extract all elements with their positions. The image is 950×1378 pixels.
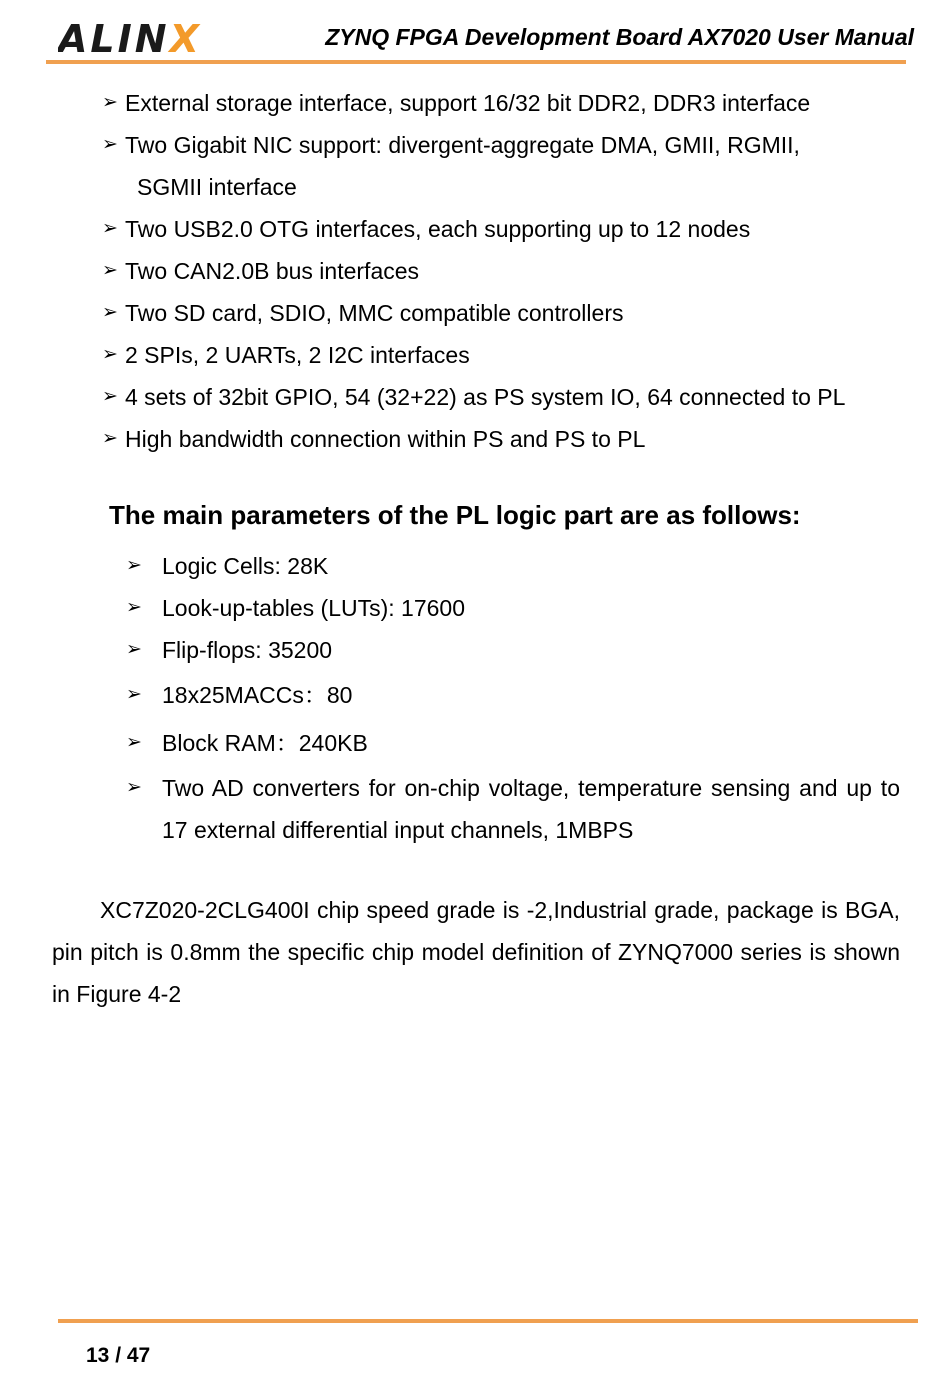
list-item	[126, 545, 900, 587]
arrow-bullet-icon: ➢	[102, 428, 118, 449]
svg-text:ALINX	[58, 17, 202, 60]
ps-feature-list	[102, 82, 900, 460]
arrow-bullet-icon: ➢	[102, 92, 118, 113]
list-item	[102, 250, 900, 292]
footer-divider	[58, 1319, 918, 1323]
arrow-bullet-icon: ➢	[102, 134, 118, 155]
list-item-text: Block RAM：240KB	[162, 730, 368, 756]
list-item-text: 2 SPIs, 2 UARTs, 2 I2C interfaces	[125, 342, 470, 368]
list-item-text: 4 sets of 32bit GPIO, 54 (32+22) as PS system IO, 64 connected to PL	[125, 384, 846, 410]
list-item-text: Look-up-tables (LUTs): 17600	[162, 595, 465, 621]
arrow-bullet-icon: ➢	[126, 597, 142, 618]
list-item	[126, 629, 900, 671]
arrow-bullet-icon: ➢	[126, 732, 142, 753]
arrow-bullet-icon: ➢	[126, 639, 142, 660]
arrow-bullet-icon: ➢	[102, 302, 118, 323]
body-paragraph: XC7Z020-2CLG400I chip speed grade is -2,Industrial grade, package is BGA, pin pitch is 0.8mm the specific chip model definition of ZYNQ7000 series is shown in Figure 4-2	[52, 897, 900, 1007]
list-item-text: High bandwidth connection within PS and PS to PL	[125, 426, 646, 452]
header-title: ZYNQ FPGA Development Board AX7020 User Manual	[325, 24, 914, 50]
header-divider	[46, 60, 906, 64]
arrow-bullet-icon: ➢	[102, 218, 118, 239]
list-item-text: Two AD converters for on-chip voltage, temperature sensing and up to 17 external differential input channels, 1MBPS	[162, 775, 900, 843]
list-item-text: 18x25MACCs：80	[162, 682, 353, 708]
arrow-bullet-icon: ➢	[102, 386, 118, 407]
list-item	[102, 418, 900, 460]
pl-parameter-list	[126, 545, 900, 851]
list-item	[102, 292, 900, 334]
list-item-text: Two Gigabit NIC support: divergent-aggregate DMA, GMII, RGMII,	[125, 132, 800, 158]
list-item	[102, 82, 900, 124]
arrow-bullet-icon: ➢	[126, 777, 142, 798]
list-item-continuation: SGMII interface	[137, 174, 297, 200]
alinx-logo-graphic	[58, 16, 226, 60]
list-item	[102, 376, 900, 418]
arrow-bullet-icon: ➢	[102, 344, 118, 365]
list-item	[126, 767, 900, 851]
arrow-bullet-icon: ➢	[126, 684, 142, 705]
section-heading: The main parameters of the PL logic part are as follows:	[109, 500, 801, 530]
logo-text-main: ALIN	[58, 17, 170, 60]
list-item-text: Two USB2.0 OTG interfaces, each supporting up to 12 nodes	[125, 216, 751, 242]
list-item-text: Flip-flops: 35200	[162, 637, 333, 663]
list-item	[102, 208, 900, 250]
list-item-text: Logic Cells: 28K	[162, 553, 329, 579]
arrow-bullet-icon: ➢	[102, 260, 118, 281]
list-item-text: Two CAN2.0B bus interfaces	[125, 258, 420, 284]
logo-text-accent: X	[169, 17, 202, 60]
alinx-logo	[58, 16, 226, 60]
list-item	[126, 671, 900, 719]
list-item	[126, 719, 900, 767]
arrow-bullet-icon: ➢	[126, 555, 142, 576]
list-item-text: External storage interface, support 16/32 bit DDR2, DDR3 interface	[125, 90, 811, 116]
list-item	[102, 334, 900, 376]
list-item	[126, 587, 900, 629]
list-item	[102, 124, 900, 208]
list-item-text: Two SD card, SDIO, MMC compatible controllers	[125, 300, 624, 326]
page-number: 13 / 47	[86, 1344, 151, 1367]
